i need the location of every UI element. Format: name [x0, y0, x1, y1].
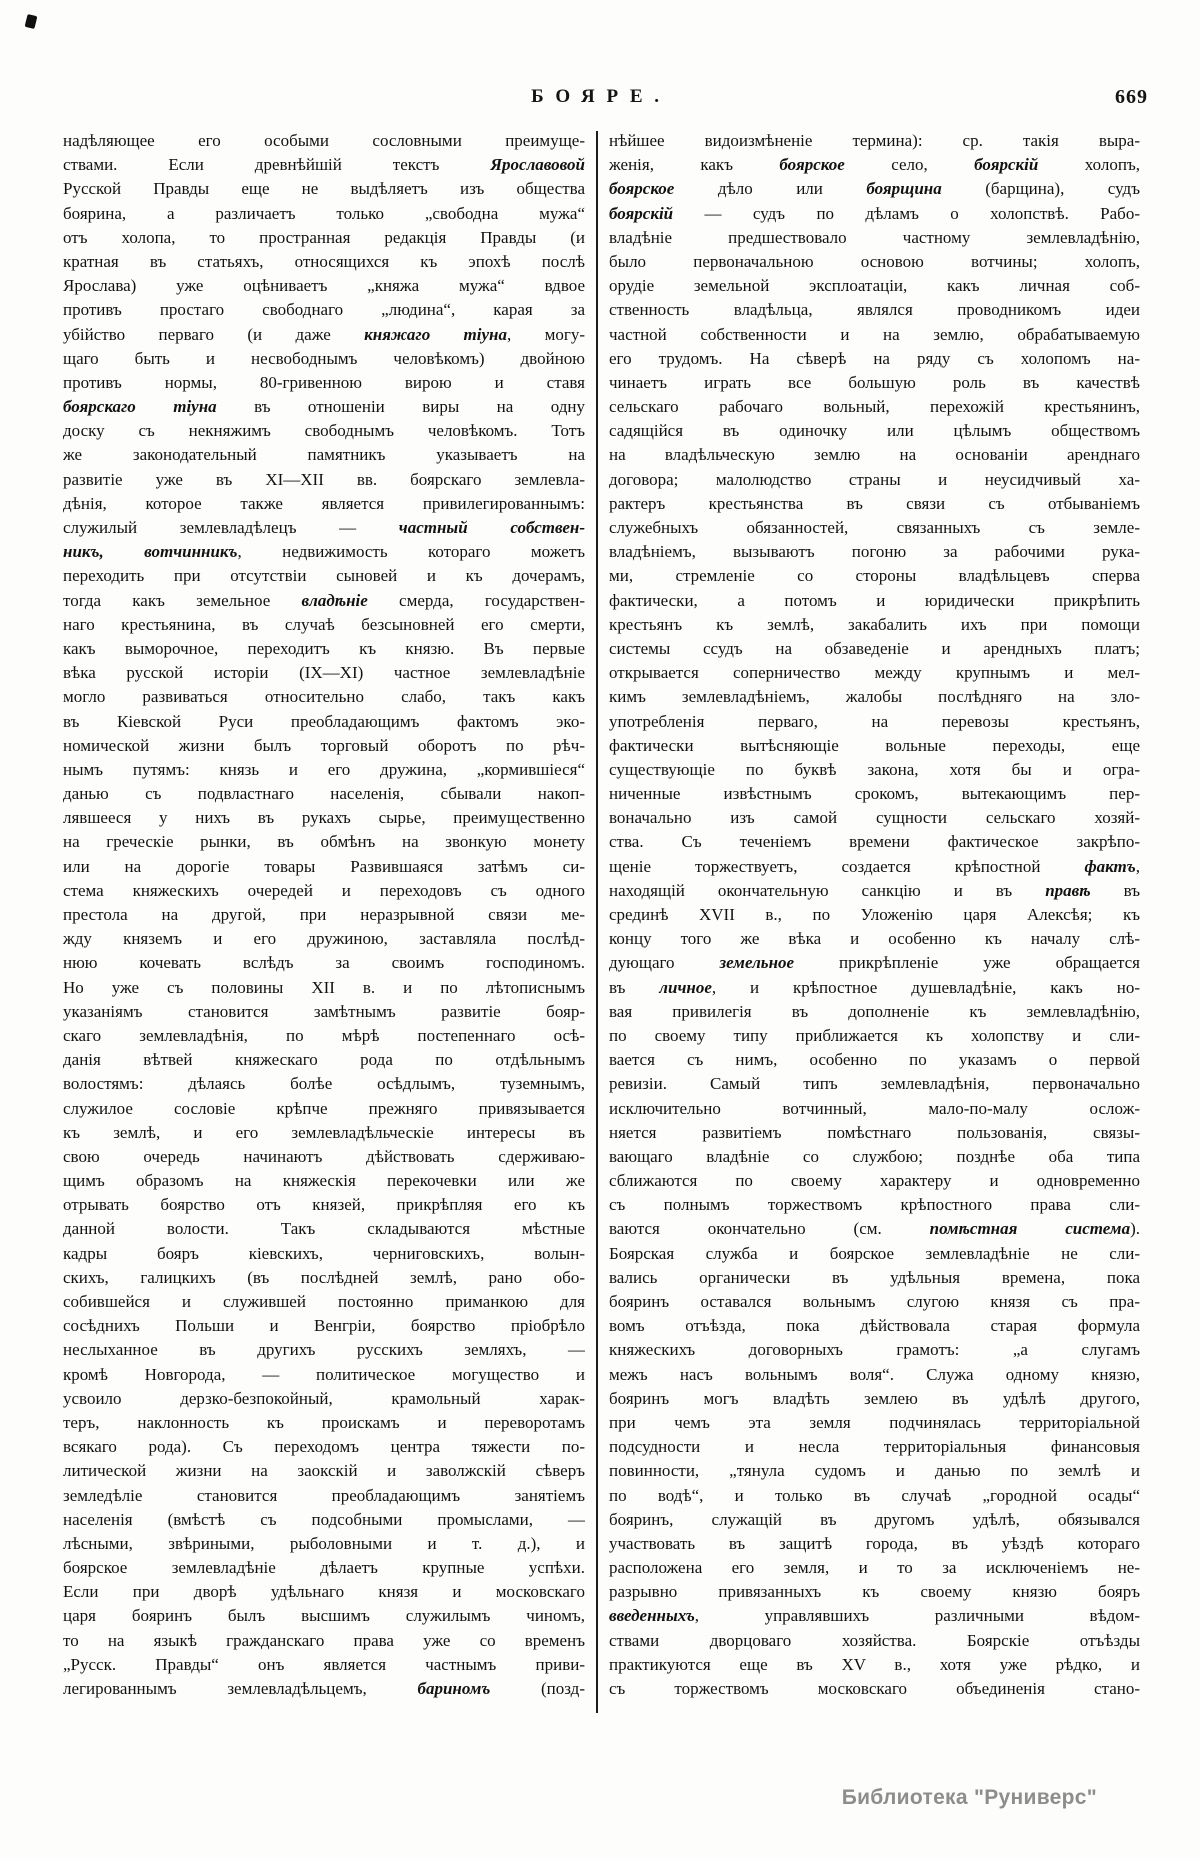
- text-line: сосѣднихъ Польши и Венгріи, боярство пріобрѣло: [63, 1316, 585, 1336]
- running-head-title: БОЯРЕ.: [531, 86, 671, 107]
- text-column-right: [609, 129, 1140, 1701]
- text-line: лявшееся у нихъ въ рукахъ сырье, преимущественно: [63, 808, 585, 828]
- text-line: служилый землевладѣлецъ — частный собствен-: [63, 518, 585, 537]
- text-line: тогда какъ земельное владѣніе смерда, государствен-: [63, 590, 585, 610]
- text-line: фактически, а потомъ и юридически прикрѣпить: [609, 590, 1140, 610]
- text-line: никъ, вотчинникъ, недвижимость котораго можетъ: [63, 542, 585, 562]
- text-line: вающаго владѣніе со службою; позднѣе оба типа: [609, 1146, 1140, 1166]
- text-line: ревизіи. Самый типъ землевладѣнія, первоначально: [609, 1074, 1140, 1094]
- text-line: открывается соперничество между крупнымъ и мел-: [609, 663, 1140, 683]
- library-watermark: Библиотека "Руниверс": [841, 1786, 1097, 1809]
- text-line: служебныхъ обязанностей, связанныхъ съ земле-: [609, 518, 1140, 537]
- text-line: данью съ подвластнаго населенія, сбывали накоп-: [63, 784, 585, 804]
- text-line: ствами. Если древнѣйшій текстъ Ярославовой: [63, 155, 585, 175]
- text-line: служилое сословіе крѣпче прежняго привязывается: [63, 1098, 585, 1118]
- scan-ink-speck: [25, 14, 38, 29]
- text-line: Если при дворѣ удѣльнаго князя и московскаго: [63, 1582, 585, 1602]
- text-line: въ личное, и крѣпостное душевладѣніе, какъ но-: [609, 977, 1140, 997]
- text-line: номической жизни былъ торговый оборотъ по рѣч-: [63, 735, 585, 755]
- text-line: употребленія перваго, на перевозы крестьянъ,: [609, 711, 1140, 731]
- text-line: на владѣльческую землю на основаніи аренднаго: [609, 445, 1140, 465]
- text-line: лѣсными, звѣриными, рыболовными и т. д.), и: [63, 1533, 585, 1553]
- text-line: по водѣ“, и только въ случаѣ „городной осады“: [609, 1485, 1140, 1505]
- text-line: крестьянъ къ землѣ, закабалить ихъ при помощи: [609, 614, 1140, 634]
- text-line: вая привилегія въ дополненіе къ землевладѣнію,: [609, 1001, 1140, 1021]
- text-line: сельскаго рабочаго вольный, перехожій крестьянинъ,: [609, 397, 1140, 417]
- text-line: кимъ землевладѣніемъ, жалобы послѣдняго на зло-: [609, 687, 1140, 707]
- text-line: переходить при отсутствіи сыновей и къ дочерамъ,: [63, 566, 585, 586]
- text-line: щаго быть и несвободнымъ человѣкомъ) двойною: [63, 348, 585, 368]
- column-divider-rule: [596, 131, 598, 1713]
- text-line: щимъ образомъ на княжескія перекочевки или же: [63, 1171, 585, 1191]
- text-line: системы ссудъ на обзаведеніе и арендныхъ платъ;: [609, 638, 1140, 658]
- text-line: частной собственности и на землю, обрабатываемую: [609, 324, 1140, 344]
- text-line: неслыханное въ другихъ русскихъ земляхъ, —: [63, 1340, 585, 1360]
- text-line: бояринъ оставался вольнымъ слугою князя съ пра-: [609, 1292, 1140, 1311]
- text-line: бояринъ могъ владѣть землею въ удѣлѣ другого,: [609, 1388, 1140, 1408]
- text-line: скихъ, галицкихъ (въ послѣдней землѣ, рано обо-: [63, 1267, 585, 1287]
- text-line: участвовать въ защитѣ города, въ уѣздѣ котораго: [609, 1533, 1140, 1553]
- text-line: противъ простаго свободнаго „людина“, карая за: [63, 300, 585, 320]
- text-line: кадры бояръ кіевскихъ, черниговскихъ, волын-: [63, 1243, 585, 1263]
- text-line: бояринъ, служащій въ другомъ удѣлѣ, обязывался: [609, 1509, 1140, 1529]
- text-line: стема княжескихъ очередей и переходовъ съ одного: [63, 880, 585, 900]
- text-line: срединѣ XVII в., по Уложенію царя Алексѣя; къ: [609, 905, 1140, 924]
- text-line: садящійся въ одиночку или цѣлымъ обществомъ: [609, 421, 1140, 441]
- text-line: данной волости. Такъ складываются мѣстные: [63, 1219, 585, 1239]
- text-column-left: [63, 129, 585, 1701]
- text-line: всякаго рода). Съ переходомъ центра тяжести по-: [63, 1437, 585, 1457]
- text-line: сближаются по своему характеру и одновременно: [609, 1171, 1140, 1191]
- text-line: фактически вытѣсняющіе вольные переходы, еще: [609, 735, 1140, 755]
- text-line: ствами дворцоваго хозяйства. Боярскіе отъѣзды: [609, 1630, 1140, 1650]
- text-line: скаго землевладѣнія, по мѣрѣ постепеннаго осѣ-: [63, 1025, 585, 1045]
- text-line: владѣніемъ, вызываютъ погоню за рабочими рука-: [609, 542, 1140, 562]
- text-line: указаніямъ становится замѣтнымъ развитіе бояр-: [63, 1001, 585, 1021]
- text-line: владѣніе предшествовало частному землевладѣнію,: [609, 227, 1140, 247]
- text-line: волостямъ: дѣлаясь болѣе осѣдлымъ, туземнымъ,: [63, 1074, 585, 1094]
- text-line: ниченные извѣстнымъ срокомъ, вытекающимъ пер-: [609, 784, 1140, 804]
- text-line: отъ холопа, то пространная редакція Правды (и: [63, 227, 585, 247]
- text-line: разрывно привязанныхъ къ своему князю бояръ: [609, 1582, 1140, 1602]
- text-line: воначально изъ самой сущности сельскаго хозяй-: [609, 808, 1140, 828]
- text-line: земледѣліе становится преобладающимъ занятіемъ: [63, 1485, 585, 1505]
- text-line: нюю кочевать вслѣдъ за своимъ господиномъ.: [63, 953, 585, 973]
- text-line: боярина, а различаетъ только „свободна мужа“: [63, 203, 585, 223]
- text-line: на греческіе рынки, въ обмѣнъ на звонкую монету: [63, 832, 585, 852]
- text-line: его трудомъ. На сѣверѣ на ряду съ холопомъ на-: [609, 348, 1140, 368]
- text-line: или на дорогіе товары Развившаяся затѣмъ си-: [63, 856, 585, 876]
- text-line: къ землѣ, и его землевладѣльческіе интересы въ: [63, 1122, 585, 1142]
- text-line: чинаетъ играть все большую роль въ качествѣ: [609, 372, 1140, 392]
- text-line: боярскаго тіуна въ отношеніи виры на одну: [63, 397, 585, 417]
- text-line: ства. Съ теченіемъ времени фактическое закрѣпо-: [609, 832, 1140, 852]
- text-line: данія вѣтвей княжескаго рода по отдѣльнымъ: [63, 1050, 585, 1070]
- text-line: съ полнымъ торжествомъ крѣпостного права сли-: [609, 1195, 1140, 1215]
- text-line: орудіе земельной эксплоатаціи, какъ личная соб-: [609, 276, 1140, 296]
- text-line: вается съ нимъ, особенно по указамъ о первой: [609, 1050, 1140, 1070]
- text-line: введенныхъ, управлявшихъ различными вѣдом-: [609, 1606, 1140, 1626]
- text-line: надѣляющее его особыми сословными преимуще-: [63, 131, 585, 150]
- page-number: 669: [1115, 86, 1148, 108]
- text-line: теръ, наклонность къ проискамъ и переворотамъ: [63, 1412, 585, 1432]
- text-line: подсудности и несла территоріальныя финансовыя: [609, 1437, 1140, 1457]
- text-line: же законодательный памятникъ указываетъ на: [63, 445, 585, 465]
- text-line: литической жизни на заокскій и заволжскій сѣверъ: [63, 1461, 585, 1481]
- text-line: наго крестьянина, въ случаѣ безсыновней его смерти,: [63, 614, 585, 634]
- text-line: вомъ отъѣзда, пока дѣйствовала старая формула: [609, 1316, 1140, 1336]
- text-line: Ярослава) уже оцѣниваетъ „княжа мужа“ вдвое: [63, 276, 585, 296]
- text-line: убійство перваго (и даже княжаго тіуна, могу-: [63, 324, 585, 344]
- text-line: противъ нормы, 80-гривенною вирою и ставя: [63, 372, 585, 392]
- text-line: боярскій — судъ по дѣламъ о холопствѣ. Рабо-: [609, 203, 1140, 223]
- text-line: жду княземъ и его дружиною, заставляла послѣд-: [63, 929, 585, 949]
- text-line: повинности, „тянула судомъ и данью по землѣ и: [609, 1461, 1140, 1481]
- text-line: населенія (вмѣстѣ съ подсобными промыслами, —: [63, 1509, 585, 1529]
- text-line: какъ выморочное, переходитъ къ князю. Въ первые: [63, 638, 585, 658]
- text-line: царя бояринъ былъ высшимъ служилымъ чиномъ,: [63, 1606, 585, 1626]
- text-line: ми, стремленіе со стороны владѣльцевъ сперва: [609, 566, 1140, 586]
- text-line: Русской Правды еще не выдѣляетъ изъ общества: [63, 179, 585, 199]
- text-line: вѣка русской исторіи (IX—XI) частное землевладѣніе: [63, 663, 585, 683]
- text-line: находящій окончательную санкцію и въ правѣ въ: [609, 880, 1140, 900]
- text-line: межъ насъ вольнымъ воля“. Служа одному князю,: [609, 1364, 1140, 1384]
- text-line: расположена его земля, и то за исключеніемъ не-: [609, 1558, 1140, 1578]
- text-line: „Русск. Правды“ онъ является частнымъ приви-: [63, 1654, 585, 1674]
- text-line: щеніе торжествуетъ, создается крѣпостной фактъ,: [609, 856, 1140, 876]
- text-line: отрывать боярство отъ князей, прикрѣпляя его къ: [63, 1195, 585, 1215]
- text-line: вались органически въ удѣльныя времена, пока: [609, 1267, 1140, 1287]
- text-line: было первоначальною основою вотчины; холопъ,: [609, 251, 1140, 271]
- text-line: дѣнія, которое также является привилегированнымъ:: [63, 493, 585, 513]
- text-line: въ Кіевской Руси преобладающимъ фактомъ эко-: [63, 711, 585, 731]
- text-line: то на языкѣ гражданскаго права уже со временъ: [63, 1630, 585, 1650]
- text-line: престола на другой, при неразрывной связи ме-: [63, 905, 585, 924]
- text-line: при чемъ эта земля подчинялась территоріальной: [609, 1412, 1140, 1432]
- text-line: развитіе уже въ XI—XII вв. боярскаго землевла-: [63, 469, 585, 489]
- text-line: кромѣ Новгорода, — политическое могущество и: [63, 1364, 585, 1384]
- text-line: легированнымъ землевладѣльцемъ, бариномъ (позд-: [63, 1679, 585, 1698]
- text-line: практикуются еще въ XV в., хотя уже рѣдко, и: [609, 1654, 1140, 1674]
- text-line: княжескихъ договорныхъ грамотъ: „а слугамъ: [609, 1340, 1140, 1360]
- text-line: ственность владѣльца, являлся проводникомъ идеи: [609, 300, 1140, 320]
- text-line: договора; малолюдство страны и неусидчивый ха-: [609, 469, 1140, 489]
- text-line: по своему типу приближается къ холопству и сли-: [609, 1025, 1140, 1045]
- text-line: боярское дѣло или боярщина (барщина), судъ: [609, 179, 1140, 199]
- text-line: исключительно вотчинный, мало-по-малу ослож-: [609, 1098, 1140, 1118]
- text-line: усвоило дерзко-безпокойный, крамольный харак-: [63, 1388, 585, 1408]
- text-line: Боярская служба и боярское землевладѣніе не сли-: [609, 1243, 1140, 1263]
- text-line: рактеръ крестьянства въ связи съ отбываніемъ: [609, 493, 1140, 513]
- text-line: ваются окончательно (см. помѣстная система).: [609, 1219, 1140, 1239]
- text-line: няется развитіемъ помѣстнаго пользованія, связы-: [609, 1122, 1140, 1142]
- text-line: нѣйшее видоизмѣненіе термина): ср. такія выра-: [609, 131, 1140, 150]
- text-line: дующаго земельное прикрѣпленіе уже обращается: [609, 953, 1140, 973]
- text-line: свою очередь начинаютъ дѣйствовать сдерживаю-: [63, 1146, 585, 1166]
- text-line: доску съ некняжимъ свободнымъ человѣкомъ. Тотъ: [63, 421, 585, 441]
- text-line: могло развиваться относительно слабо, такъ какъ: [63, 687, 585, 707]
- text-line: съ торжествомъ московскаго объединенія стано-: [609, 1679, 1140, 1698]
- text-line: нымъ путямъ: князь и его дружина, „кормившіеся“: [63, 759, 585, 779]
- text-line: женія, какъ боярское село, боярскій холопъ,: [609, 155, 1140, 175]
- text-line: собившейся и служившей постоянно приманкою для: [63, 1292, 585, 1311]
- text-line: Но уже съ половины XII в. и по лѣтописнымъ: [63, 977, 585, 997]
- text-line: существующіе по буквѣ закона, хотя бы и огра-: [609, 759, 1140, 779]
- text-line: кратная въ статьяхъ, относящихся къ эпохѣ послѣ: [63, 251, 585, 271]
- text-line: концу того же вѣка и особенно къ началу слѣ-: [609, 929, 1140, 949]
- text-line: боярское землевладѣніе дѣлаетъ крупные успѣхи.: [63, 1558, 585, 1578]
